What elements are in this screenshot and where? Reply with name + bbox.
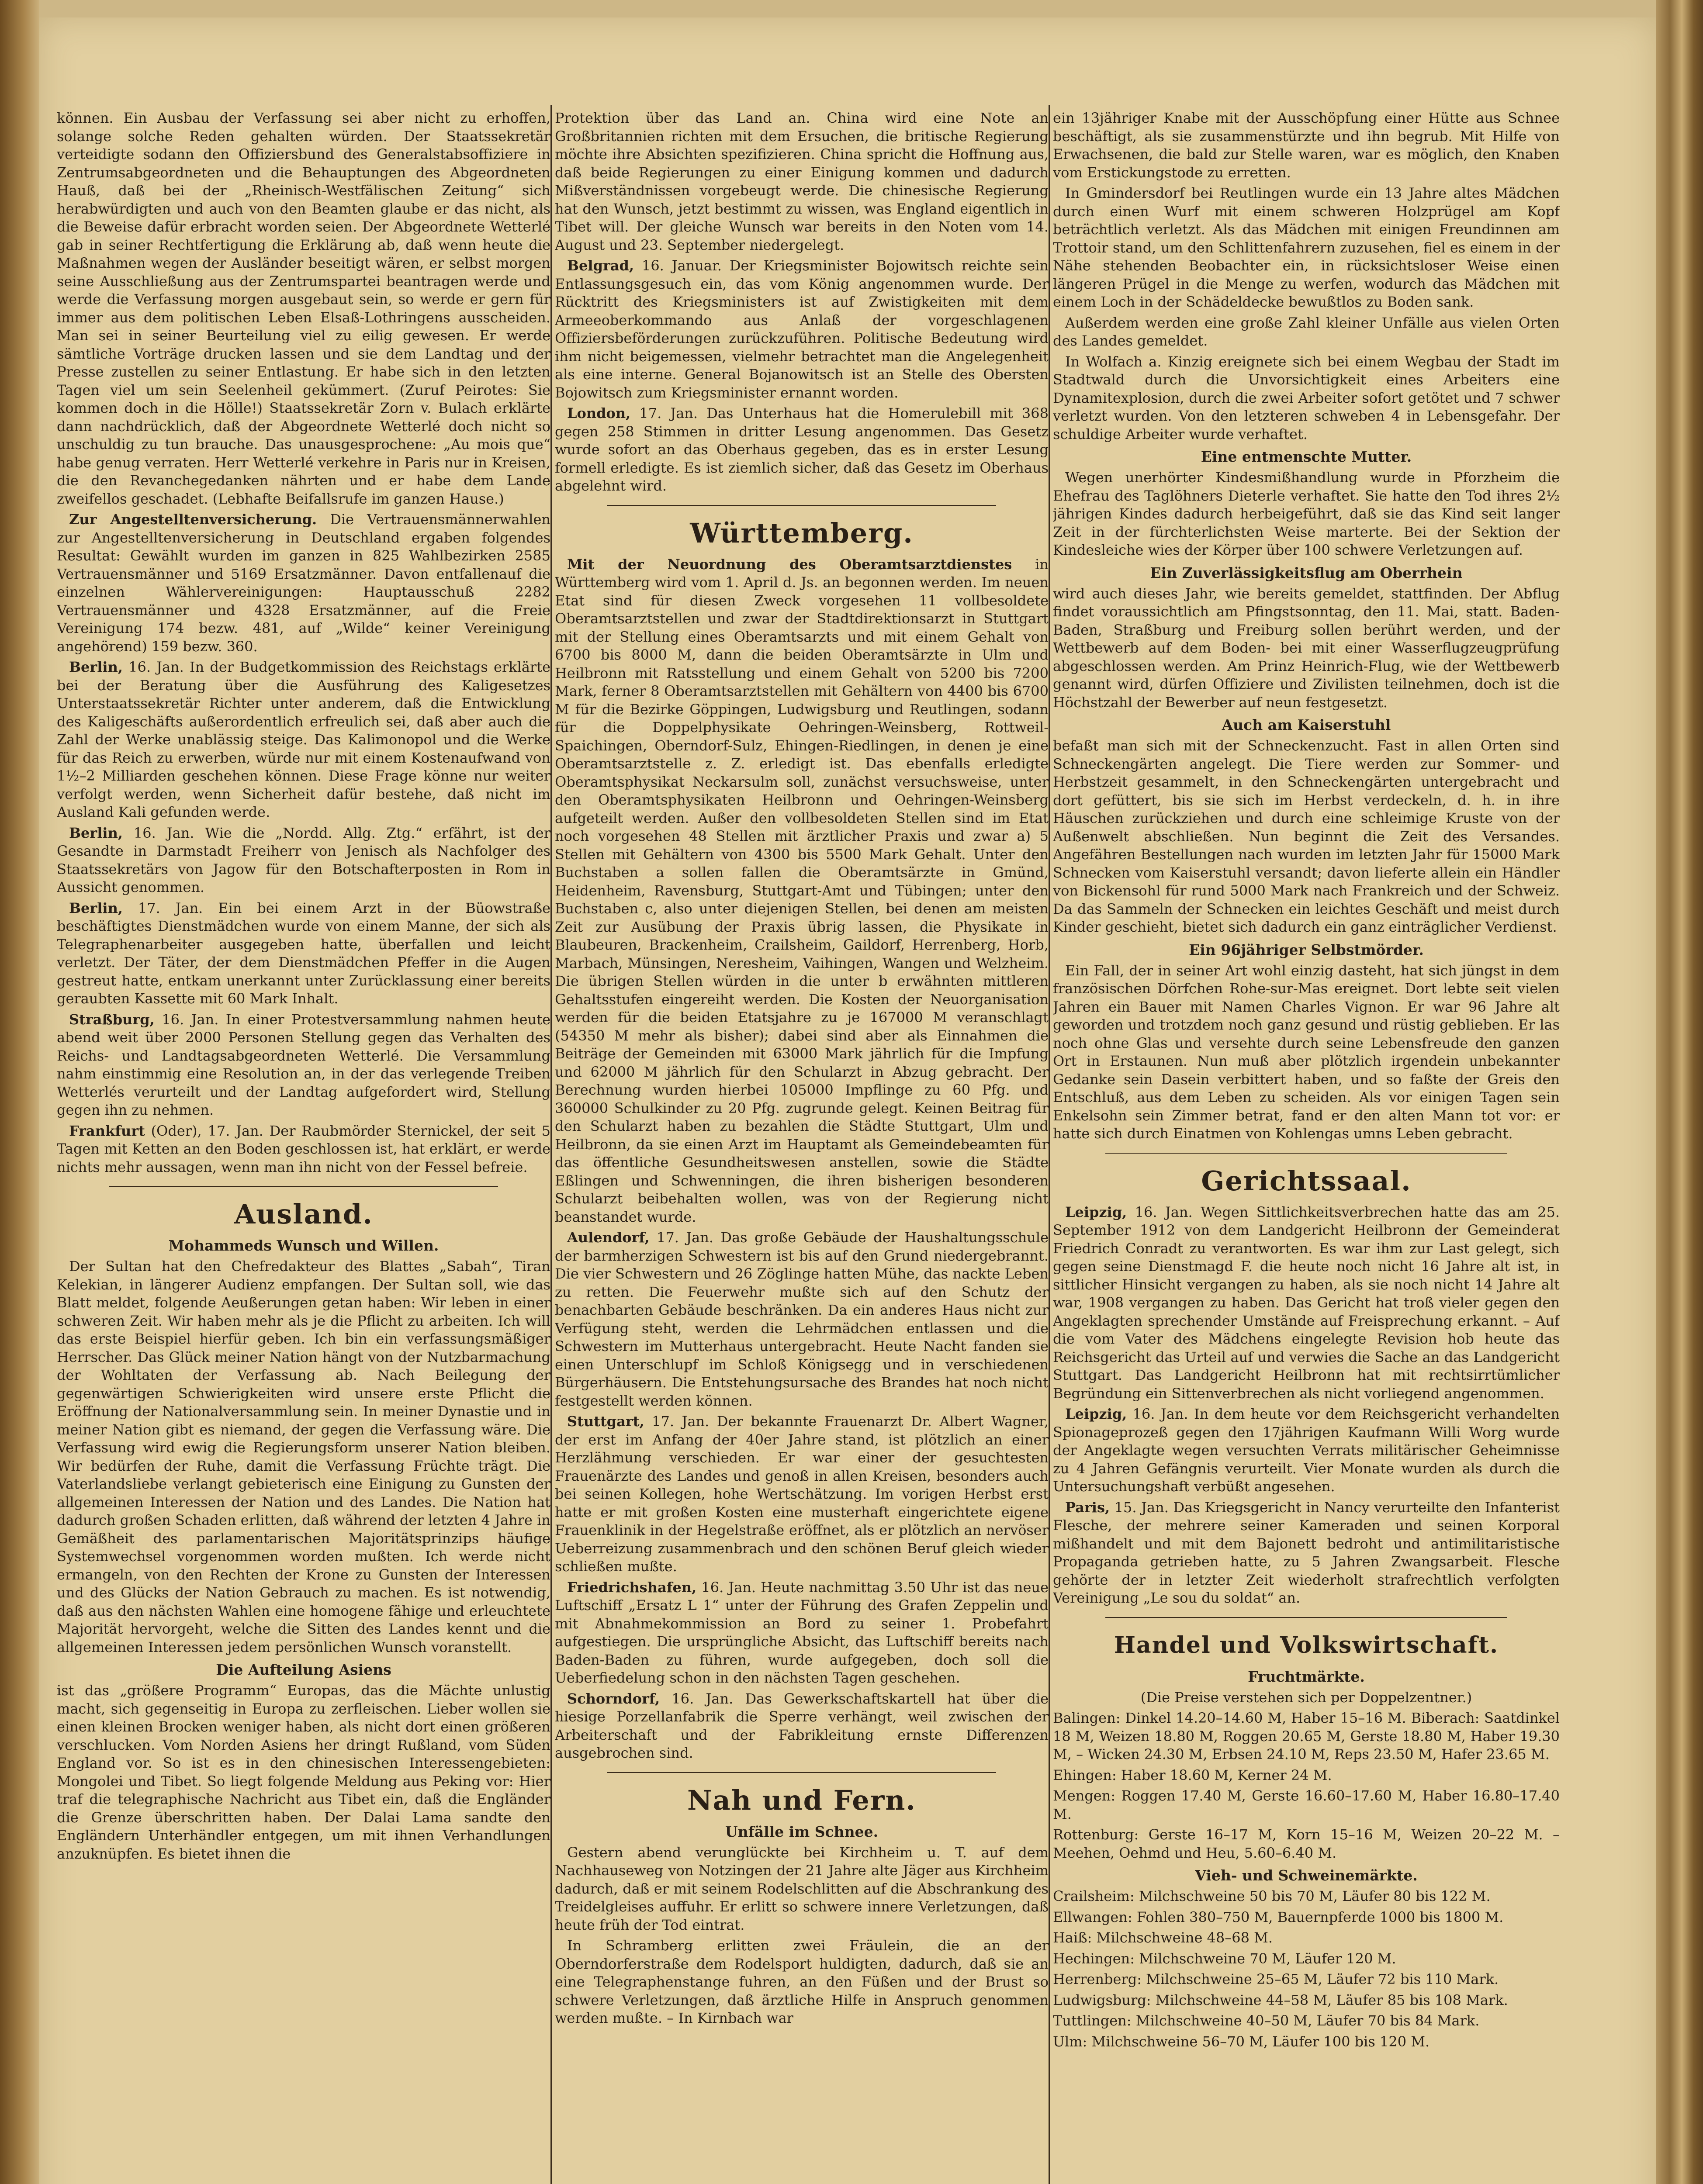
book-binding-left xyxy=(0,0,39,2184)
article-text: In Schramberg erlitten zwei Fräulein, die an der Oberndorferstraße dem Rodelsport huldigten, dadurch, daß sie an eine Telegraphenstange fuhren, an den Füßen und der Brust so schwere Verletzungen, daß ärztliche Hilfe in Anspruch genommen werden mußte. – In Kirnbach war xyxy=(555,1937,1049,2026)
article-text: Protektion über das Land an. China wird eine Note an Großbritannien richten mit dem Ersuchen, die britische Regierung möchte ihre Absichten spezifizieren. China spricht die Hoffnung aus, daß beide Regierungen zu einer Einigung kommen und dadurch Mißverständnissen vorgebeugt werde. Die chinesische Regierung hat den Wunsch, jetzt bestimmt zu wissen, was England eigentlich in Tibet will. Der gleiche Wunsch war bereits in den Noten vom 14. August und 23. September niedergelegt. xyxy=(555,110,1049,253)
article xyxy=(1053,1405,1560,1496)
market-entry: Tuttlingen: Milchschweine 40–50 M, Läufer 70 bis 84 Mark. xyxy=(1053,2012,1480,2029)
dateline: Leipzig, xyxy=(1065,1203,1127,1220)
article-text: 16. Jan. Wie die „Nordd. Allg. Ztg.“ erfährt, ist der Gesandte in Darmstadt Freiherr von Jenisch als Nachfolger des Staatssekretärs von Jagow für den Botschafterposten in Rom in Aussicht genommen. xyxy=(57,824,550,895)
article-text: 16. Januar. Der Kriegsminister Bojowitsch reichte sein Entlassungsgesuch ein, das vom König angenommen wurde. Der Rücktritt des Kriegsministers ist auf Zwistigkeiten mit dem Armeeoberkommando aus Anlaß der vorgeschlagenen Offiziersbeförderungen zurückzuführen. Politische Bedeutung wird ihm nicht beigemessen, vielmehr betrachtet man die Angelegenheit als eine interne. General Bojanowitsch ist an Stelle des Obersten Bojowitsch zum Kriegsminister ernannt worden. xyxy=(555,257,1049,401)
dateline: Berlin, xyxy=(69,899,123,916)
section-divider xyxy=(607,1772,996,1773)
article-text: 17. Jan. Das Unterhaus hat die Homerulebill mit 368 gegen 258 Stimmen in dritter Lesung angenommen. Das Gesetz wurde sofort an das Oberhaus gegeben, das es in erster Lesung formell erledigte. Es ist ziemlich sicher, daß das Gesetz im Oberhaus abgelehnt wird. xyxy=(555,405,1049,494)
market-entry: Ellwangen: Fohlen 380–750 M, Bauernpferde 1000 bis 1800 M. xyxy=(1053,1908,1504,1925)
article-text: wird auch dieses Jahr, wie bereits gemeldet, stattfinden. Der Abflug findet voraussichtlich am Pfingstsonntag, den 11. Mai, statt. Baden-Baden, Straßburg und Freiburg sollen berührt werden, und der Wettbewerb auf dem Boden- bei mit einer Wasserflugzeugprüfung abgeschlossen werden. Am Prinz Heinrich-Flug, wie der Wettbewerb genannt wird, dürfen Offiziere und Zivilisten teilnehmen, doch ist die Höchstzahl der Bewerber auf neun festgesetzt. xyxy=(1053,585,1560,711)
subheading: Fruchtmärkte. xyxy=(1248,1668,1365,1685)
article xyxy=(555,404,1049,495)
article xyxy=(555,556,1049,1227)
section-heading-gerichtssaal: Gerichtssaal. xyxy=(1201,1165,1412,1197)
dateline: Friedrichshafen, xyxy=(567,1579,697,1596)
market-entry: Hechingen: Milchschweine 70 M, Läufer 120 M. xyxy=(1053,1950,1396,1967)
section-heading-nah-und-fern: Nah und Fern. xyxy=(687,1784,916,1816)
section-divider xyxy=(607,505,996,506)
subheading: Vieh- und Schweinemärkte. xyxy=(1195,1867,1418,1884)
subheading: Ein Zuverlässigkeitsflug am Oberrhein xyxy=(1150,564,1463,581)
article-text: befaßt man sich mit der Schneckenzucht. Fast in allen Orten sind Schneckengärten angelegt. Die Tiere werden zur Sommer- und Herbstzeit gesammelt, in den Schneckengärten untergebracht und dort gefüttert, bis sie sich im Herbst verdeckeln, d. h. in ihre Häuschen zurückziehen und durch eine schleimige Kruste von der Außenwelt abschließen. Nun beginnt die Zeit des Versandes. Angefähren Bestellungen nach wurden im letzten Jahr für 15000 Mark Schnecken vom Kaiserstuhl versandt; davon lieferte allein ein Händler von Bickensohl für rund 5000 Mark nach Frankreich und der Schweiz. Da das Sammeln der Schnecken ein leichtes Geschäft und meist durch Kinder geschieht, bietet sich dadurch ein ganz einträglicher Verdienst. xyxy=(1053,737,1560,935)
dateline: London, xyxy=(567,405,631,422)
article-text: 16. Jan. In der Budgetkommission des Reichstags erklärte bei der Beratung über die Ausführung des Kaligesetzes Unterstaatssekretär Richter unter anderem, daß die Entwicklung des Kaligeschäfts außerordentlich erfreulich sei, daß aber auch die Zahl der Werke unablässig steige. Das Kalimonopol und die Werke für das Reich zu erwerben, würde nur mit einem Kostenaufwand von 1½–2 Milliarden geschehen können. Diese Frage könne nur weiter verfolgt werden, wenn Sicherheit dafür bestehe, daß nicht im Ausland Kali gefunden werde. xyxy=(57,659,550,820)
article-text: ein 13jähriger Knabe mit der Ausschöpfung einer Hütte aus Schnee beschäftigt, als sie zusammenstürzte und ihn begrub. Mit Hilfe von Erwachsenen, die bald zur Stelle waren, war es möglich, den Knaben vom Erstickungstode zu erretten. xyxy=(1053,110,1560,181)
book-binding-right xyxy=(1656,0,1703,2184)
article-lead: Zur Angestelltenversicherung. xyxy=(69,511,317,528)
section-divider xyxy=(1105,1153,1507,1154)
market-entry: Ehingen: Haber 18.60 M, Kerner 24 M. xyxy=(1053,1766,1332,1783)
article xyxy=(555,1579,1049,1687)
subheading: Unfälle im Schnee. xyxy=(725,1823,879,1840)
article-text: Der Sultan hat den Chefredakteur des Blattes „Sabah“, Tiran Kelekian, in längerer Audienz empfangen. Der Sultan soll, wie das Blatt meldet, folgende Aeußerungen getan haben: Wir leben in einer schweren Zeit. Wir haben mehr als je die Pflicht zu arbeiten. Ich will das erste Beispiel hierfür geben. Ich bin ein verfassungsmäßiger Herrscher. Das Glück meiner Nation hängt von der Nutzbarmachung der Wohltaten der Verfassung ab. Nach Beilegung der gegenwärtigen Schwierigkeiten wird unsere erste Pflicht die Eröffnung der Nationalversammlung sein. In meiner Dynastie und in meiner Nation gibt es niemand, der gegen die Verfassung wäre. Die Verfassung wird ewig die Regierungsform unserer Nation bleiben. Wir bedürfen der Ruhe, damit die Verfassung Früchte trägt. Die Vaterlandsliebe verlangt gebieterisch eine Einigung zu Gunsten der allgemeinen Interessen der Nation und des Landes. Die Nation hat dadurch großen Schaden erlitten, daß während der letzten 4 Jahre in Gemäßheit des parlamentarischen Majoritätsprinzips häufige Systemwechsel vorgenommen worden mußten. Ich werde nicht ermangeln, von den Rechten der Krone zu Gunsten der Interessen und des Glücks der Nation Gebrauch zu machen. Es ist notwendig, daß aus den nächsten Wahlen eine homogene fähige und erleuchtete Majorität hervorgeht, welche die Sitten des Landes kennt und die allgemeinen Interessen jedem persönlichen Wunsch voranstellt. xyxy=(57,1258,550,1655)
article-text: Wegen unerhörter Kindesmißhandlung wurde in Pforzheim die Ehefrau des Taglöhners Dieterle verhaftet. Sie hatte den Tod ihres 2½ jährigen Kindes dadurch herbeigeführt, daß sie das Kind seit langer Zeit in der fürchterlichsten Weise marterte. Bei der Sektion der Kindesleiche wies der Körper über 100 schwere Verletzungen auf. xyxy=(1053,469,1560,558)
market-entry: Crailsheim: Milchschweine 50 bis 70 M, Läufer 80 bis 122 M. xyxy=(1053,1888,1491,1904)
section-divider xyxy=(1105,1617,1507,1618)
article-text: 16. Jan. In dem heute vor dem Reichsgericht verhandelten Spionageprozeß gegen den 17jährigen Kaufmann Willi Worg wurde der Angeklagte wegen versuchten Verrats militärischer Geheimnisse zu 4 Jahren Gefängnis verurteilt. Vier Monate wurden als durch die Untersuchungshaft verbüßt angesehen. xyxy=(1053,1406,1560,1495)
article-text: können. Ein Ausbau der Verfassung sei aber nicht zu erhoffen, solange solche Reden gehalten würden. Der Staatssekretär verteidigte sodann den Offiziersbund des Generalstabsoffiziere in Zentrumsabgeordneten und die Behauptungen des Abgeordneten Hauß, daß bei der „Rheinisch-Westfälischen Zeitung“ sich herabwürdigten und auch von den Beamten glaube er das nicht, als die Beweise dafür erbracht worden seien. Der Abgeordnete Wetterlé gab in seiner Rechtfertigung die Erklärung ab, daß wenn heute die Maßnahmen wegen der Ausländer beseitigt wären, er selbst morgen seine Ausschließung aus der Zentrumspartei beantragen werde und werde die Verfassung morgen ausgebaut sein, so werde er gern für immer aus dem politischen Leben Elsaß-Lothringens ausscheiden. Man sei in seiner Beurteilung viel zu eilig gewesen. Er werde sämtliche Vorträge drucken lassen und sie dem Landtag und der Presse zustellen zu seiner Entlastung. Er habe sich in den letzten Tagen viel um sein Seelenheil gekümmert. (Zuruf Peirotes: Sie kommen doch in die Hölle!) Staatssekretär Zorn v. Bulach erklärte dann nachdrücklich, daß der Abgeordnete Wetterlé doch nicht so unschuldig zu tun brauche. Das unausgesprochene: „Au mois que“ habe genug verraten. Herr Wetterlé verkehre in Paris nur in Kreisen, die den Revanchegedanken nährten und er habe dem Lande zweifellos geschadet. (Lebhafte Beifallsrufe im ganzen Hause.) xyxy=(57,110,550,507)
subheading: Mohammeds Wunsch und Willen. xyxy=(168,1237,439,1254)
dateline: Straßburg, xyxy=(69,1011,155,1028)
article xyxy=(555,1690,1049,1762)
article-text: In Gmindersdorf bei Reutlingen wurde ein 13 Jahre altes Mädchen durch einen Wurf mit einem schweren Holzprügel am Kopf beträchtlich verletzt. Als das Mädchen mit einigen Freundinnen am Trottoir stand, um den Schlittenfahrern zuzusehen, fiel es einem in der Nähe stehenden Beobachter ein, in rücksichtsloser Weise einen längeren Prügel in die Menge zu werfen, wodurch das Mädchen mit einem Loch in der Schädeldecke bewußtlos zu Boden sank. xyxy=(1053,185,1560,310)
dateline: Belgrad, xyxy=(567,257,634,274)
market-entry: Ulm: Milchschweine 56–70 M, Läufer 100 bis 120 M. xyxy=(1053,2033,1430,2050)
article xyxy=(57,1122,550,1177)
article-lead: Mit der Neuordnung des Oberamtsarztdienstes xyxy=(567,556,1012,573)
article-text: Gestern abend verunglückte bei Kirchheim u. T. auf dem Nachhauseweg von Notzingen der 21 Jahre alte Jäger aus Kirchheim dadurch, daß er mit seinem Rodelschlitten auf die Abschrankung des Treidelgleises auffuhr. Er erlitt so schwere innere Verletzungen, daß heute früh der Tod eintrat. xyxy=(555,1844,1049,1933)
article-text: 16. Jan. In einer Protestversammlung nahmen heute abend weit über 2000 Personen Stellung gegen das Verhalten des Reichs- und Landtagsabgeordneten Wetterlé. Die Versammlung nahm einstimmig eine Resolution an, in der das verlegende Treiben Wetterlés verurteilt und der Landtag aufgefordert wird, Stellung gegen ihn zu nehmen. xyxy=(57,1011,550,1118)
subheading: Auch am Kaiserstuhl xyxy=(1222,716,1391,733)
section-heading-handel: Handel und Volkswirtschaft. xyxy=(1114,1631,1499,1659)
newspaper-page xyxy=(39,17,1656,2184)
market-note: (Die Preise verstehen sich per Doppelzentner.) xyxy=(1140,1689,1472,1706)
dateline: Frankfurt xyxy=(69,1122,145,1139)
market-reports xyxy=(1053,1668,1560,2051)
article xyxy=(57,1011,550,1120)
article xyxy=(57,824,550,897)
article-text: 16. Jan. Heute nachmittag 3.50 Uhr ist das neue Luftschiff „Ersatz L 1“ unter der Führung des Grafen Zeppelin und mit Abnahmekommission an Bord zu seiner 1. Probefahrt aufgestiegen. Die ursprüngliche Absicht, das Luftschiff bereits nach Baden-Baden zu führen, wurde aufgegeben, doch soll die Ueberfiedelung schon in den nächsten Tagen geschehen. xyxy=(555,1579,1049,1686)
article xyxy=(1053,1499,1560,1607)
dateline: Stuttgart, xyxy=(567,1413,644,1430)
column-rule xyxy=(1049,105,1050,2184)
article-text: (Oder), 17. Jan. Der Raubmörder Sternickel, der seit 5 Tagen mit Ketten an den Boden geschlossen ist, hat erklärt, er werde nichts mehr aussagen, wenn man ihn nicht von der Fessel befreie. xyxy=(57,1122,550,1175)
article xyxy=(57,899,550,1008)
section-heading-ausland: Ausland. xyxy=(234,1198,373,1230)
dateline: Schorndorf, xyxy=(567,1690,660,1707)
dateline: Leipzig, xyxy=(1065,1406,1127,1422)
market-entry: Haiß: Milchschweine 48–68 M. xyxy=(1053,1929,1273,1946)
market-entry: Herrenberg: Milchschweine 25–65 M, Läufer 72 bis 110 Mark. xyxy=(1053,1971,1499,1987)
article-text: 17. Jan. Das große Gebäude der Haushaltungsschule der barmherzigen Schwestern ist bis auf den Grund niedergebrannt. Die vier Schwestern und 26 Zöglinge hatten Mühe, das nackte Leben zu retten. Die Feuerwehr mußte sich auf den Schutz der benachbarten Gebäude beschränken. Da ein anderes Haus nicht zur Verfügung steht, werden die Lehrmädchen entlassen und die Schwestern im Mutterhaus untergebracht. Heute Nacht fanden sie einen Unterschlupf im Schloß Königsegg und in verschiedenen Bürgerhäusern. Die Entstehungsursache des Brandes hat noch nicht festgestellt werden können. xyxy=(555,1229,1049,1409)
subheading: Eine entmenschte Mutter. xyxy=(1201,448,1412,465)
article xyxy=(57,658,550,822)
market-entry: Mengen: Roggen 17.40 M, Gerste 16.60–17.60 M, Haber 16.80–17.40 M. xyxy=(1053,1787,1560,1822)
article xyxy=(57,511,550,656)
section-divider xyxy=(109,1186,498,1187)
article-text: Die Vertrauensmännerwahlen zur Angestelltenversicherung in Deutschland ergaben folgendes Resultat: Gewählt wurden im ganzen in 825 Wahlbezirken 2585 Vertrauensmänner und 5169 Ersatzmänner. Davon entfallenauf die einzelnen Wählervereinigungen: Hauptausschuß 2282 Vertrauensmänner und 4328 Ersatzmänner, auf die Freie Vereinigung 174 bezw. 481, auf „Wilde“ keiner Vereinigung angehörend) 159 bezw. 360. xyxy=(57,511,550,655)
dateline: Berlin, xyxy=(69,659,123,675)
article xyxy=(555,1229,1049,1410)
column-2 xyxy=(555,109,1049,2184)
market-entry: Ludwigsburg: Milchschweine 44–58 M, Läufer 85 bis 108 Mark. xyxy=(1053,1991,1508,2008)
article-text: Ein Fall, der in seiner Art wohl einzig dasteht, hat sich jüngst in dem französischen Dörfchen Rohe-sur-Mas ereignet. Dort lebte seit vielen Jahren ein Bauer mit Namen Charles Vignon. Er war 96 Jahre alt geworden und trotzdem noch ganz gesund und rüstig geblieben. Er las noch ohne Glas und versehte durch seine Lebensfreude den ganzen Ort in Erstaunen. Nun muß aber plötzlich irgendein unbekannter Gedanke sein Dasein verbittert haben, und so faßte der Greis den Entschluß, aus dem Leben zu scheiden. Als vor einigen Tagen sein Enkelsohn sein Zimmer betrat, fand er den alten Mann tot vor: er hatte sich durch Einatmen von Kohlengas umns Leben gebracht. xyxy=(1053,962,1560,1142)
article xyxy=(555,257,1049,402)
article-text: 17. Jan. Der bekannte Frauenarzt Dr. Albert Wagner, der erst im Anfang der 40er Jahre stand, ist plötzlich an einer Herzlähmung verschieden. Er war einer der gesuchtesten Frauenärzte des Landes und genoß in allen Kreisen, besonders auch bei seinen Kollegen, hohe Wertschätzung. Im vorigen Herbst erst hatte er mit großen Kosten eine musterhaft eingerichtete eigene Frauenklinik in der Hegelstraße eröffnet, als er plötzlich an nervöser Ueberreizung zusammenbrach und den schönen Beruf gleich wieder schließen mußte. xyxy=(555,1413,1049,1575)
article-text: Außerdem werden eine große Zahl kleiner Unfälle aus vielen Orten des Landes gemeldet. xyxy=(1053,314,1560,349)
column-1 xyxy=(57,109,550,2184)
dateline: Berlin, xyxy=(69,824,123,841)
article-text: in Württemberg wird vom 1. April d. Js. an begonnen werden. Im neuen Etat sind für diesen Zweck vorgesehen 11 vollbesoldete Oberamtsarztstellen und zwar der Stadtdirektionsarzt in Stuttgart mit der Stellung eines Oberamtsarzts und mit einem Gehalt von 6700 bis 8000 M, dann die beiden Oberamtsärzte in Ulm und Heilbronn mit Ratsstellung und einem Gehalt von 5200 bis 7200 Mark, ferner 8 Oberamtsarztstellen mit Gehältern von 4400 bis 6700 M für die Bezirke Göppingen, Ludwigsburg und Reutlingen, sodann für die Doppelphysikate Oehringen-Weinsberg, Rottweil-Spaichingen, Oberndorf-Sulz, Ehingen-Riedlingen, in denen je eine Oberamtsarztstelle z. Z. erledigt ist. Das ebenfalls erledigte Oberamtsphysikat Neckarsulm soll, zunächst versuchsweise, unter den Oberamtsphysikaten Heilbronn und Oehringen-Weinsberg aufgeteilt werden. Außer den vollbesoldeten Stellen sind im Etat noch vorgesehen 48 Stellen mit ärztlicher Praxis und zwar a) 5 Stellen mit Gehältern von 4300 bis 5500 Mark Gehalt. Unter den Buchstaben a sollen fallen die Oberamtsärzte in Gmünd, Heidenheim, Ravensburg, Stuttgart-Amt und Tübingen; unter den Buchstaben c, also unter diejenigen Stellen, bei denen am meisten Zeit zur Ausübung der Praxis übrig lassen, die Physikate in Blaubeuren, Brackenheim, Crailsheim, Gaildorf, Herrenberg, Horb, Marbach, Münsingen, Neresheim, Vaihingen, Wangen und Welzheim. Die übrigen Stellen würden in die unter b erwähnten mittleren Gehaltsstufen eingereiht werden. Die Kosten der Neuorganisation werden für die beiden Etatsjahre zu je 167000 M veranschlagt (54350 M mehr als bisher); dabei sind aber als Einnahmen die Beiträge der Gemeinden mit 63000 Mark jährlich für die Impfung und 62000 M jährlich für den Schularzt in Abzug gebracht. Der Berechnung wurden hierbei 105000 Impflinge zu 60 Pfg. und 360000 Schulkinder zu 20 Pfg. zugrunde gelegt. Keinen Beitrag für den Schularzt haben zu bezahlen die Städte Stuttgart, Ulm und Heilbronn, da sie einen Arzt im Hauptamt als Gemeindebeamten für das öffentliche Gesundheitswesen anstellen, sowie die Städte Eßlingen und Schwenningen, die ihren bisherigen besonderen Schularzt beibehalten wollen, was von der Regierung nicht beanstandet wurde. xyxy=(555,556,1049,1225)
column-3 xyxy=(1053,109,1560,2184)
article-text: 16. Jan. Wegen Sittlichkeitsverbrechen hatte das am 25. September 1912 von dem Landgericht Heilbronn der Gemeinderat Friedrich Conradt zu verantworten. Es war ihm zur Last gelegt, sich gegen seine Dienstmagd F. die heute noch nicht 16 Jahre alt ist, in sittlicher Hinsicht vergangen zu haben, als sie noch nicht 14 Jahre alt war, 1908 vergangen zu haben. Das Gericht hat troß vieler gegen den Angeklagten sprechender Umstände auf Freisprechung erkannt. – Auf die vom Vater des Mädchens eingelegte Revision hob heute das Reichsgericht das Urteil auf und verwies die Sache an das Landgericht Stuttgart. Das Landgericht Heilbronn hat mit rechtsirrtümlicher Begründung ein Sittenverbrechen als nicht vorliegend angenommen. xyxy=(1053,1203,1560,1402)
article xyxy=(1053,1203,1560,1403)
dateline: Paris, xyxy=(1065,1499,1110,1516)
article-text: 16. Jan. Das Gewerkschaftskartell hat über die hiesige Porzellanfabrik die Sperre verhängt, weil zwischen der Arbeiterschaft und der Fabrikleitung ernste Differenzen ausgebrochen sind. xyxy=(555,1690,1049,1761)
column-rule xyxy=(550,105,552,2184)
article xyxy=(555,1413,1049,1576)
subheading: Ein 96jähriger Selbstmörder. xyxy=(1189,941,1424,958)
subheading: Die Aufteilung Asiens xyxy=(216,1661,391,1678)
article-text: 15. Jan. Das Kriegsgericht in Nancy verurteilte den Infanterist Flesche, der mehrere seiner Kameraden und seinen Korporal mißhandelt und mit dem Bajonett bedroht und antimilitaristische Propaganda getrieben hatte, zu 5 Jahren Zwangsarbeit. Flesche gehörte der in letzter Zeit wiederholt strafrechtlich verfolgten Vereinigung „Le sou du soldat“ an. xyxy=(1053,1499,1560,1606)
market-entry: Balingen: Dinkel 14.20–14.60 M, Haber 15–16 M. Biberach: Saatdinkel 18 M, Weizen 18.80 M, Roggen 20.65 M, Gerste 18.80 M, Haber 19.30 M, – Wicken 24.30 M, Erbsen 24.10 M, Reps 23.50 M, Hafer 23.65 M. xyxy=(1053,1710,1560,1762)
section-heading-wuerttemberg: Württemberg. xyxy=(690,517,914,549)
market-entry: Rottenburg: Gerste 16–17 M, Korn 15–16 M, Weizen 20–22 M. – Meehen, Oehmd und Heu, 5.60–6.40 M. xyxy=(1053,1826,1560,1861)
article-text: ist das „größere Programm“ Europas, das die Mächte unlustig macht, sich gegenseitig in Europa zu zerfleischen. Lieber wollen sie einen kleinen Brocken weniger haben, als nicht dort einen größeren verschlucken. Vom Norden Asiens her dringt Rußland, vom Süden England vor. So ist es in den chinesischen Interessengebieten: Mongolei und Tibet. So liegt folgende Meldung aus Peking vor: Hier traf die telegraphische Nachricht aus Tibet ein, daß die Engländer die Grenze überschritten haben. Der Dalai Lama sandte den Engländern Unterhändler entgegen, um mit ihnen Verhandlungen anzuknüpfen. Es bietet ihnen die xyxy=(57,1682,550,1862)
dateline: Aulendorf, xyxy=(567,1229,650,1246)
article-text: In Wolfach a. Kinzig ereignete sich bei einem Wegbau der Stadt im Stadtwald durch die Unvorsichtigkeit eines Arbeiters eine Dynamitexplosion, durch die zwei Arbeiter sofort getötet und 7 schwer verletzt wurden. Von den letzteren schweben 4 in Lebensgefahr. Der schuldige Arbeiter wurde verhaftet. xyxy=(1053,353,1560,442)
article-text: 17. Jan. Ein bei einem Arzt in der Büowstraße beschäftigtes Dienstmädchen wurde von einem Manne, der sich als Telegraphenarbeiter ausgegeben hatte, überfallen und leicht verletzt. Der Täter, der dem Dienstmädchen Pfeffer in die Augen gestreut hatte, entkam unerkannt unter Zurücklassung einer bereits geraubten Kassette mit 60 Mark Inhalt. xyxy=(57,899,550,1007)
